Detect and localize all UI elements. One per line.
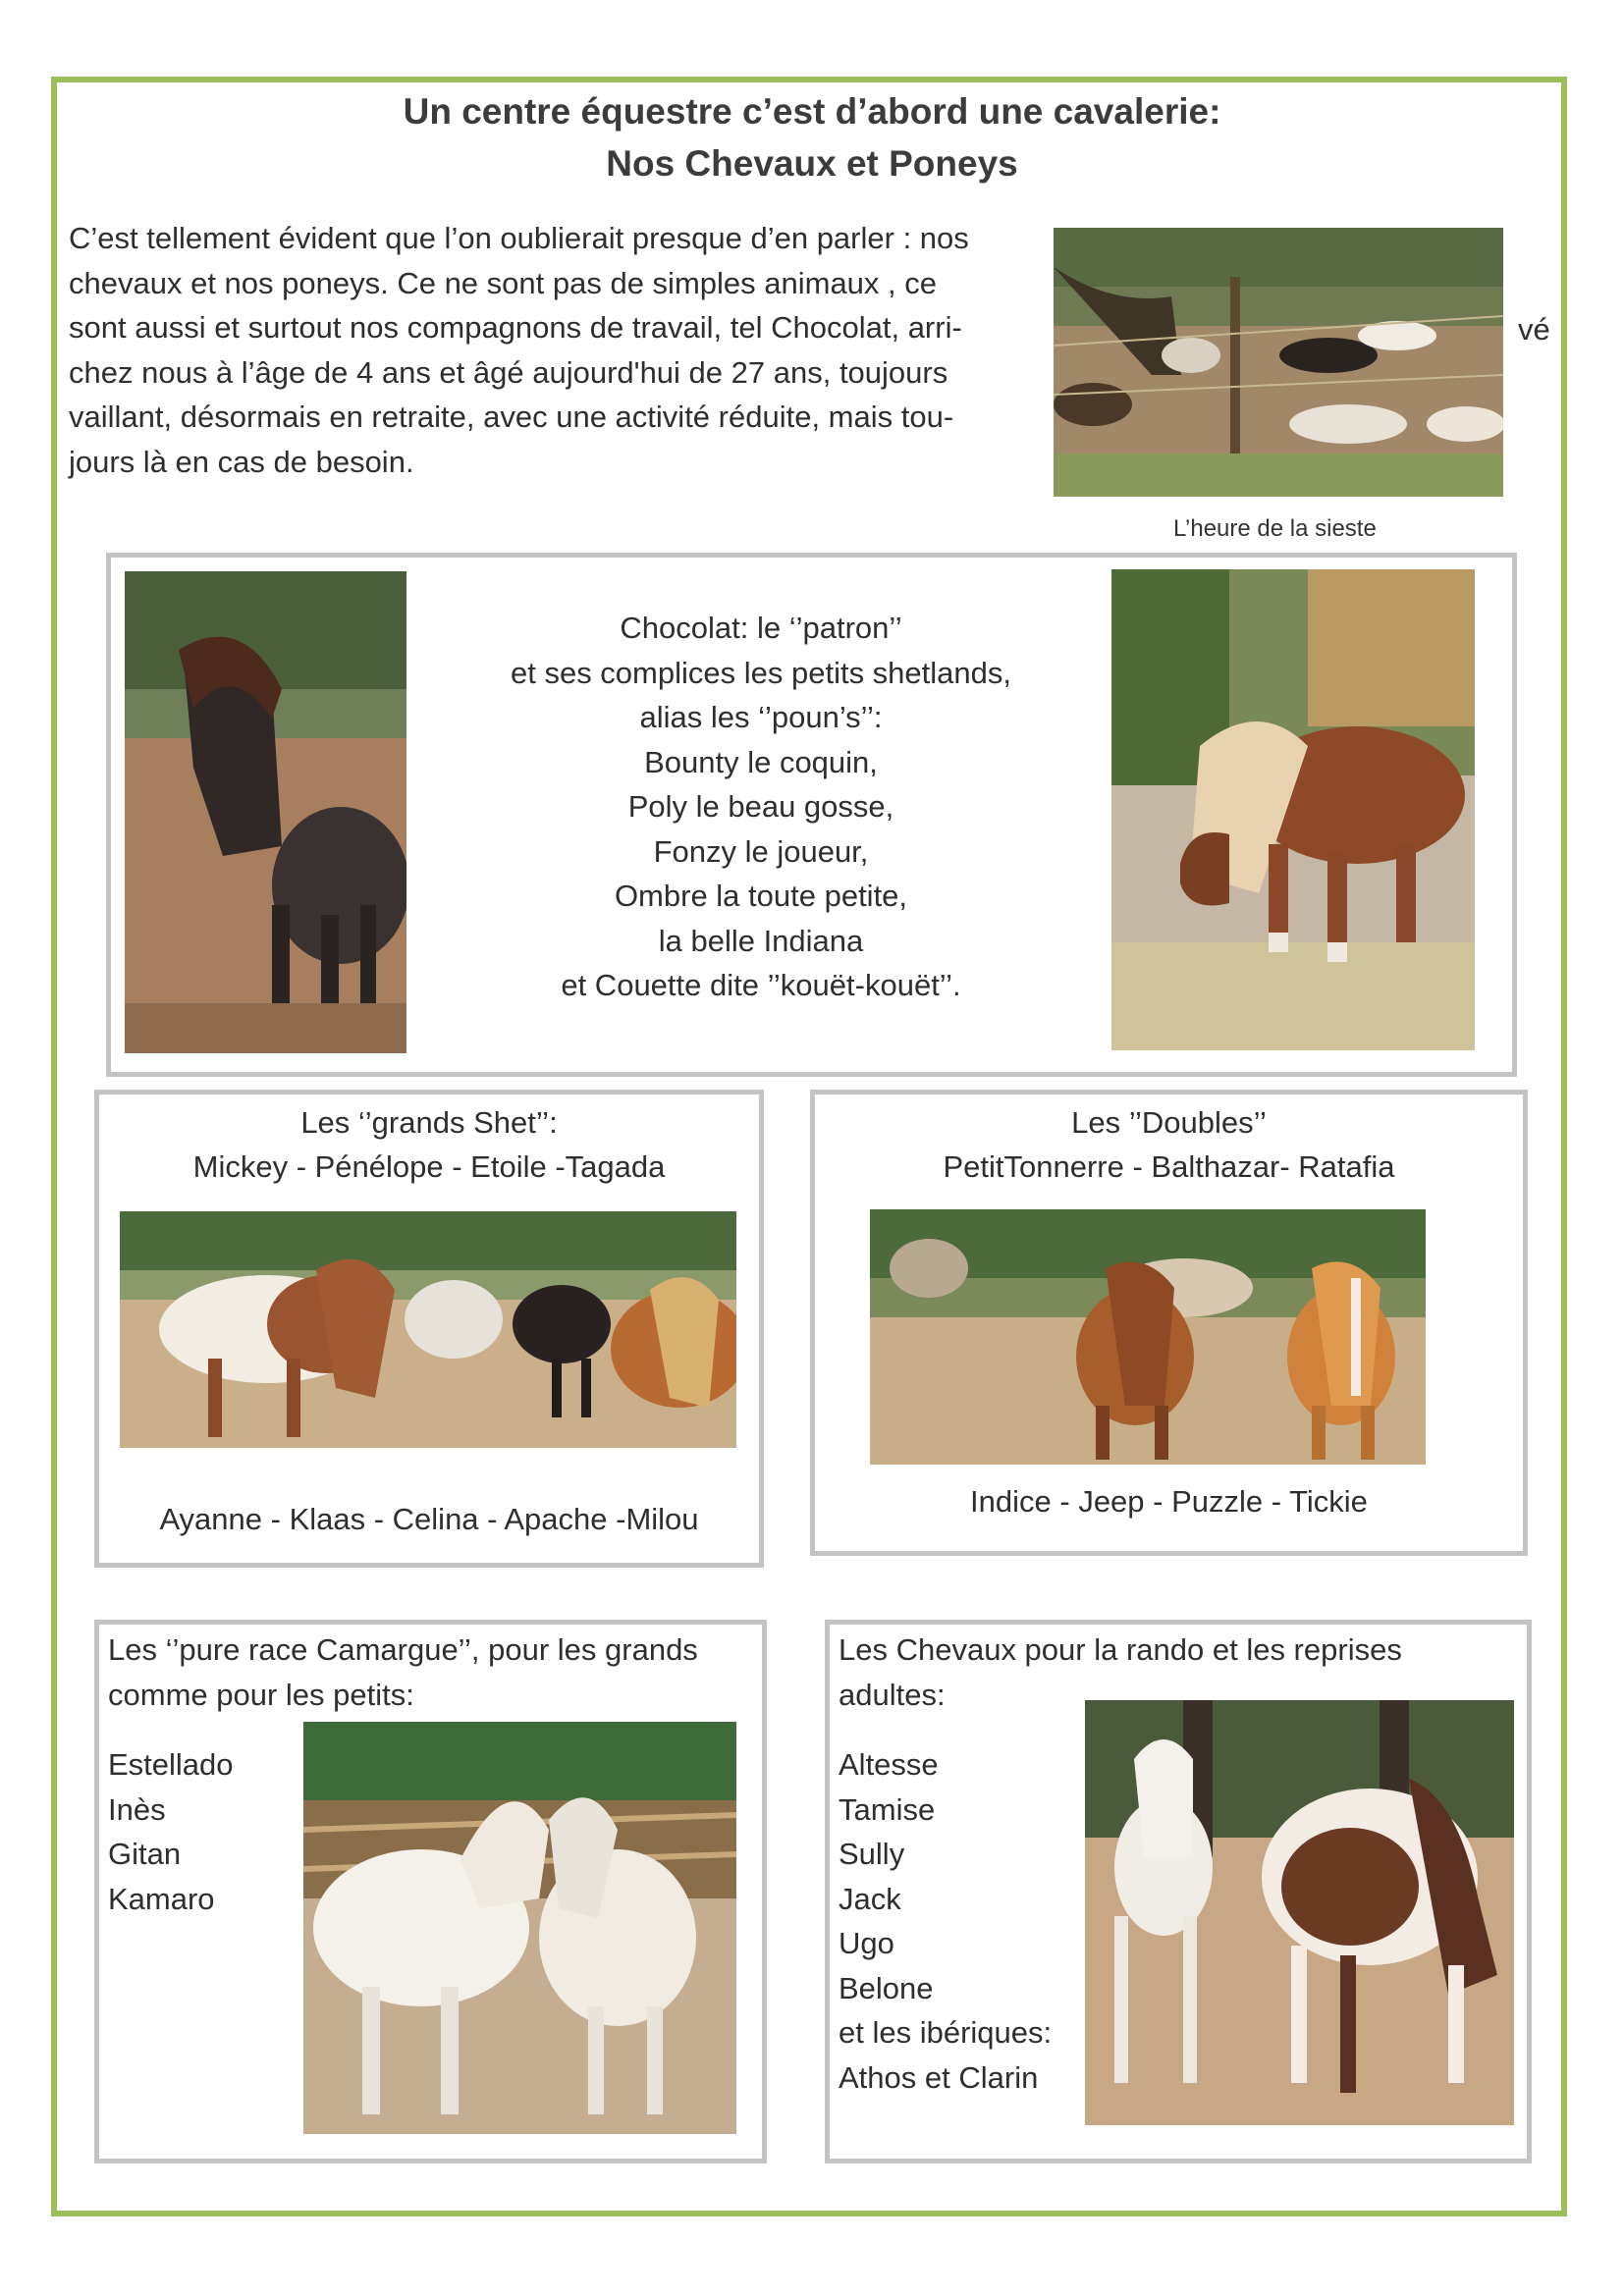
shetlands-line: Chocolat: le ‘’patron’’	[620, 611, 902, 645]
horse-name: Athos et Clarin	[839, 2059, 1039, 2095]
intro-line: chez nous à l’âge de 4 ans et âgé aujourd'hui de 27 ans, toujours	[69, 354, 948, 390]
grands-shet-names-top: Mickey - Pénélope - Etoile -Tagada	[192, 1149, 666, 1184]
intro-line: sont aussi et surtout nos compagnons de travail, tel Chocolat, arri-	[69, 310, 962, 345]
rando-heading-line: adultes:	[839, 1677, 946, 1712]
shetlands-text	[422, 606, 1100, 1008]
shetlands-line: Poly le beau gosse,	[627, 789, 894, 824]
horse-name: Gitan	[108, 1837, 182, 1871]
horse-name: Sully	[839, 1837, 905, 1871]
horse-name: Inès	[108, 1791, 166, 1827]
horse-name: Jack	[839, 1881, 901, 1916]
horse-name: et les ibériques:	[839, 2015, 1053, 2050]
shetlands-line: alias les ‘’poun’s’’:	[639, 700, 883, 734]
intro-line: C’est tellement évident que l’on oublierait presque d’en parler : nos	[69, 221, 969, 255]
horse-name: Kamaro	[108, 1881, 215, 1916]
camargue-heading-line: comme pour les petits:	[108, 1677, 414, 1712]
grands-shet-heading: Les ‘’grands Shet’’:	[300, 1105, 558, 1140]
intro-line: jours là en cas de besoin.	[69, 444, 414, 479]
rando-names	[839, 1742, 1094, 2100]
camargue-photo	[303, 1722, 736, 2134]
doubles-names-top: PetitTonnerre - Balthazar- Ratafia	[943, 1149, 1395, 1184]
shetlands-line: et Couette dite ’’kouët-kouët’’.	[561, 968, 961, 1002]
shetlands-line: la belle Indiana	[658, 923, 864, 958]
camargue-heading-line: Les ‘’pure race Camargue’’, pour les grands	[108, 1632, 698, 1667]
camargue-names	[108, 1742, 304, 1921]
intro-tail: vé	[1518, 312, 1550, 347]
horse-name: Belone	[839, 1970, 934, 2005]
page-title: Un centre équestre c’est d’abord une cavalerie:	[403, 91, 1221, 132]
horse-name: Altesse	[839, 1747, 939, 1782]
horse-name: Ugo	[839, 1926, 894, 1960]
siesta-caption: L’heure de la sieste	[1173, 515, 1377, 542]
camargue-heading	[108, 1628, 756, 1717]
intro-line: vaillant, désormais en retraite, avec une activité réduite, mais tou-	[69, 400, 954, 434]
shetlands-line: Ombre la toute petite,	[614, 879, 908, 913]
shetland-grazing-photo	[1111, 569, 1475, 1050]
page-subtitle: Nos Chevaux et Poneys	[606, 143, 1018, 184]
rando-heading-line: Les Chevaux pour la rando et les reprises	[839, 1632, 1402, 1667]
siesta-photo	[1054, 228, 1503, 497]
grands-shet-names-bottom: Ayanne - Klaas - Celina - Apache -Milou	[159, 1502, 699, 1536]
rando-photo	[1085, 1700, 1514, 2125]
grands-shet-photo	[120, 1211, 736, 1448]
horse-name: Estellado	[108, 1747, 234, 1782]
doubles-heading: Les ’’Doubles’’	[1071, 1105, 1267, 1140]
shetlands-line: Fonzy le joueur,	[653, 833, 869, 869]
shetlands-line: et ses complices les petits shetlands,	[510, 655, 1012, 690]
intro-line: chevaux et nos poneys. Ce ne sont pas de simples animaux , ce	[69, 265, 937, 300]
doubles-names-bottom: Indice - Jeep - Puzzle - Tickie	[970, 1484, 1368, 1519]
shetlands-line: Bounty le coquin,	[644, 744, 878, 779]
chocolat-photo	[125, 571, 406, 1053]
doubles-photo	[870, 1209, 1426, 1465]
horse-name: Tamise	[839, 1791, 936, 1827]
intro-paragraph	[69, 216, 1051, 484]
